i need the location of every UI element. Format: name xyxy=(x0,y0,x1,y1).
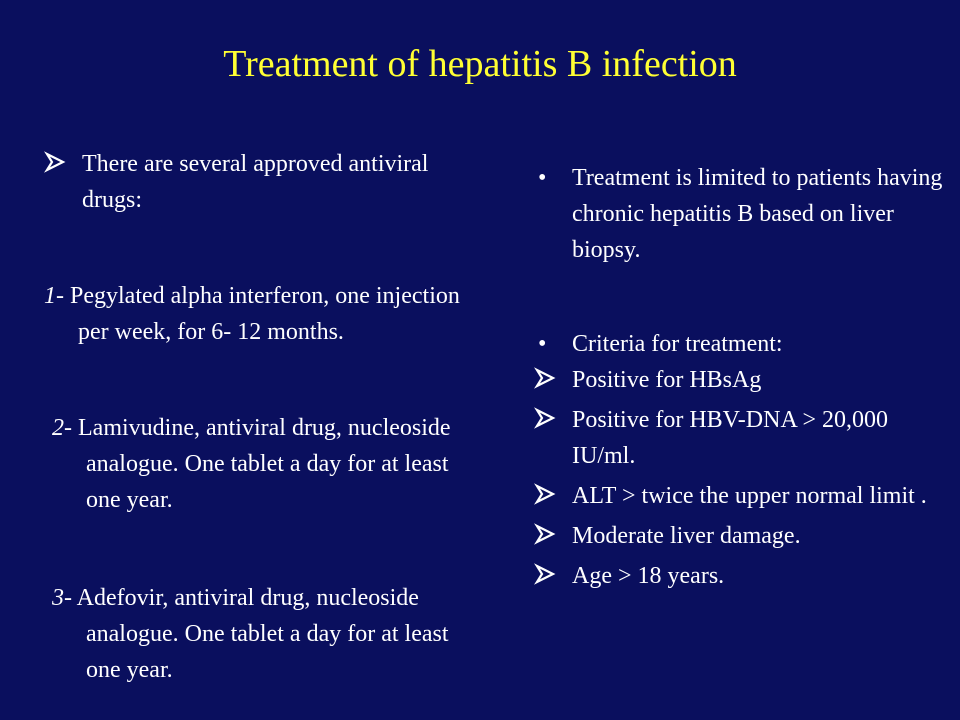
criteria-text: Positive for HBsAg xyxy=(572,367,762,393)
criteria-text: ALT > twice the upper normal limit . xyxy=(572,483,927,509)
bullet-text: Criteria for treatment: xyxy=(572,331,783,357)
bullet-item-limited xyxy=(534,160,954,268)
bullet-text: Treatment is limited to patients having chronic hepatitis B based on liver biopsy. xyxy=(572,165,943,263)
drug-item-1 xyxy=(44,278,484,350)
criteria-text: Moderate liver damage. xyxy=(572,523,801,549)
bullet-dot-icon: • xyxy=(538,165,547,191)
arrow-bullet-icon xyxy=(534,478,556,514)
bullet-dot-icon: • xyxy=(538,331,547,357)
intro-text: There are several approved antiviral drugs: xyxy=(82,151,429,213)
arrow-bullet-icon xyxy=(534,402,556,438)
drug-text: Pegylated alpha interferon, one injection per week, for 6- 12 months. xyxy=(64,283,460,345)
left-column xyxy=(44,146,484,688)
arrow-bullet-icon xyxy=(534,558,556,594)
drug-number: 1- xyxy=(44,283,64,309)
intro-item xyxy=(44,146,484,218)
criteria-item xyxy=(534,362,954,398)
criteria-item xyxy=(534,402,954,474)
drug-text: Adefovir, antiviral drug, nucleoside analogue. One tablet a day for at least one year. xyxy=(72,585,449,683)
drug-item-2 xyxy=(52,410,484,518)
criteria-item xyxy=(534,518,954,554)
arrow-bullet-icon xyxy=(44,146,66,182)
drug-item-3 xyxy=(52,580,484,688)
drug-number: 3- xyxy=(52,585,72,611)
drug-text: Lamivudine, antiviral drug, nucleoside analogue. One tablet a day for at least one year. xyxy=(72,415,451,513)
drug-number: 2- xyxy=(52,415,72,441)
criteria-item xyxy=(534,478,954,514)
slide-title: Treatment of hepatitis B infection xyxy=(223,43,737,85)
arrow-bullet-icon xyxy=(534,362,556,398)
criteria-text: Positive for HBV-DNA > 20,000 IU/ml. xyxy=(572,407,888,469)
right-column xyxy=(534,160,954,594)
bullet-item-criteria xyxy=(534,326,954,362)
criteria-item xyxy=(534,558,954,594)
criteria-text: Age > 18 years. xyxy=(572,563,725,589)
arrow-bullet-icon xyxy=(534,518,556,554)
